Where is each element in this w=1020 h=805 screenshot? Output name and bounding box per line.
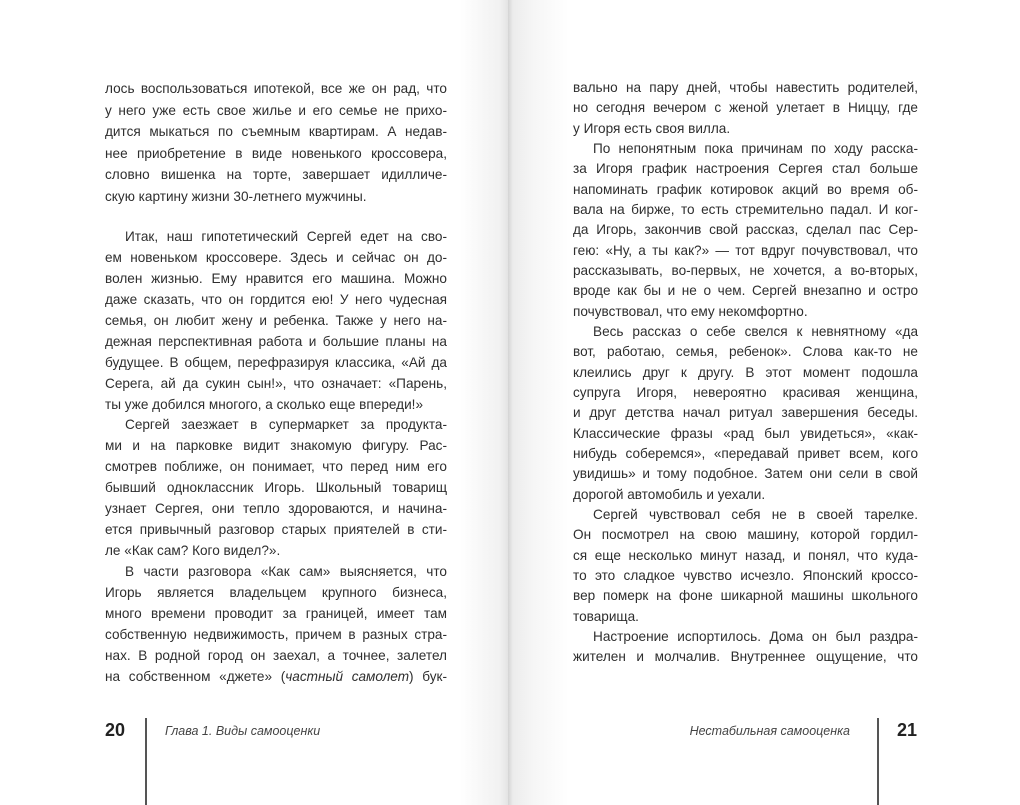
text-line: Серега, ай да сукин сын!», что означает: «Парень, [105,375,447,391]
left-page-text-top [105,78,447,208]
text-line: гею: «Ну, а ты как?» — тот вдруг почувствовал, что [573,242,918,258]
running-head-left: Глава 1. Виды самооценки [165,724,321,738]
running-head-right: Нестабильная самооценка [689,724,850,738]
text-line: ле «Как сам? Кого видел?». [105,543,281,559]
text-line: да Игорь, закончив свой рассказ, сделал пас Сер- [573,222,918,238]
text-line: за Игоря график настроения Сергея стал больше [573,161,918,177]
text-line: даже сказать, что он гордится ею! У него чудесная [105,291,447,307]
text-line: Он посмотрел на свою машину, которой гордил- [573,527,918,543]
text-line: вала на бирже, то есть стремительно падал. И ког- [573,201,918,217]
left-page [0,0,509,805]
text-line: но сегодня вечером с женой улетает в Ниццу, где [573,100,918,116]
text-line [105,667,447,688]
text-line: вот, работаю, семья, ребенок». Слова как-то не [573,344,918,360]
text-segment: ) бук- [409,668,447,684]
right-page-text [573,78,918,668]
text-line: скую картину жизни 30-летнего мужчины. [105,188,367,204]
text-line: узнает Сергея, они тепло здороваются, и начина- [105,501,447,517]
text-line: напоминать график котировок акций во время об- [573,181,918,197]
text-line: дится мыкаться по съемным квартирам. А недав- [105,124,447,140]
text-line: В части разговора «Как сам» выясняется, что [125,564,447,579]
footer-divider-right [877,718,879,805]
text-line: нибудь соберемся», «передавай привет всем, кого [573,445,918,461]
page-number-left: 20 [105,720,126,740]
text-line: По непонятным пока причинам по ходу расска- [593,140,918,156]
text-line: Сергей чувствовал себя не в своей тарелке. [593,506,918,522]
text-line: Итак, наш гипотетический Сергей едет на сво- [125,229,447,244]
text-line: семья, он любит жену и ребенка. Также у него на- [105,312,447,328]
text-line: много времени проводит за границей, имеет там [105,605,447,621]
text-line: супруга Игоря, невероятно красивая женщина, [573,384,918,400]
text-line: смотрев поближе, он понимает, что перед ним его [105,459,447,475]
text-line: лось воспользоваться ипотекой, все же он рад, что [105,81,447,96]
italic-text: частный самолет [285,668,410,684]
text-line: Сергей заезжает в супермаркет за продукта- [125,417,447,433]
text-line: вер померк на фоне шикарной машины школьного [573,588,918,604]
text-line: жителен и молчалив. Внутреннее ощущение, что [573,649,918,665]
text-line: будущее. В общем, перефразируя классика, «Ай да [105,354,447,370]
text-line: словно вишенка на торте, завершает идилличе- [105,167,447,183]
text-line: то это сладкое чувство исчезло. Японский кроссо- [573,567,918,583]
text-line: вроде как бы и не о чем. Сергей внезапно и остро [573,283,918,299]
text-segment: на собственном «джете» ( [105,668,286,684]
text-line: почувствовал, что ему некомфортно. [573,303,808,319]
text-line: ем новеньком кроссовере. Здесь и сейчас он до- [105,249,447,265]
text-line: волен жизнью. Ему нравится его машина. Можно [105,270,447,286]
text-line: товарища. [573,608,639,624]
text-line: ми и на парковке видит знакомую фигуру. Рас- [105,438,447,454]
text-line: Классические фразы «рад был увидеться», «как- [573,425,918,441]
footer-divider-left [145,718,147,805]
text-line: ся еще несколько минут назад, и понял, что куда- [573,547,918,563]
text-line: Игорь является владельцем крупного бизнеса, [105,584,447,600]
text-line: у него уже есть свое жилье и его семье не прихо- [105,102,447,118]
text-line: бывший одноклассник Игорь. Школьный товарищ [105,480,447,496]
text-line: и друг детства начал ритуал завершения беседы. [573,405,918,421]
text-line: ется привычный разговор старых приятелей в сти- [105,522,447,538]
text-line: нее приобретение в виде новенького кроссовера, [105,145,447,161]
text-line: увидишь» и тому подобное. Затем они сели в свой [573,466,918,482]
text-line: у Игоря есть своя вилла. [573,120,731,136]
page-number-right: 21 [897,720,918,740]
text-line: Настроение испортилось. Дома он был раздра- [593,628,918,644]
left-page-text-main [105,227,447,688]
text-line: нах. В родной город он заехал, а точнее, залетел [105,647,447,663]
text-line: собственную недвижимость, причем в разных стра- [105,626,447,642]
text-line: дорогой автомобиль и уехали. [573,486,766,502]
text-line: вально на пару дней, чтобы навестить родителей, [573,80,918,95]
text-line: дежная перспективная работа и большие планы на [105,333,447,349]
text-line: ты уже добился многого, а сколько еще впереди!» [105,396,423,412]
text-line: клеились друг к другу. В этот момент подошла [573,364,918,380]
text-line: Весь рассказ о себе свелся к невнятному «да [593,323,918,339]
text-line: рассказывать, во-первых, не хочется, а во-вторых, [573,262,918,278]
